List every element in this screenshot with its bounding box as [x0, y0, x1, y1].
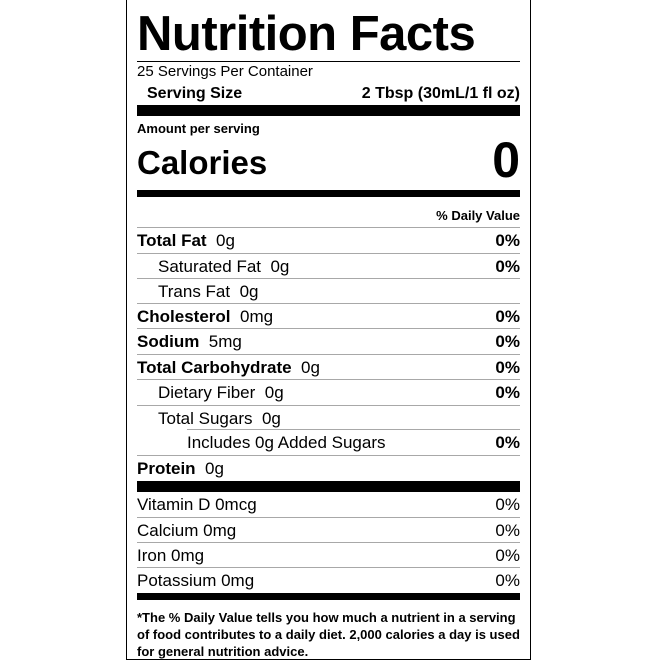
nutrient-dv: 0%	[495, 231, 520, 250]
nutrient-name: Total Carbohydrate	[137, 358, 292, 377]
nutrient-name: Total Sugars	[158, 409, 253, 428]
calories-row	[137, 133, 520, 187]
nutrient-amount: 0g	[264, 383, 284, 402]
servings-per-container: 25 Servings Per Container	[137, 63, 313, 80]
nutrient-name: Dietary Fiber	[158, 383, 256, 402]
nutrient-label	[137, 456, 224, 481]
vitamin-label: Calcium 0mg	[137, 521, 237, 540]
vitamin-row-potassium	[137, 567, 520, 593]
vitamin-dv: 0%	[495, 495, 520, 514]
label-content	[137, 0, 520, 659]
nutrient-amount: 0g	[216, 231, 235, 250]
serving-size-label: Serving Size	[147, 85, 243, 102]
nutrient-row-trans-fat	[137, 278, 520, 304]
nutrient-row-total-fat	[137, 227, 520, 253]
nutrient-label	[158, 254, 289, 279]
serving-size-row	[137, 84, 520, 104]
nutrient-name: Sodium	[137, 332, 200, 351]
footnote-divider	[137, 593, 520, 600]
thick-divider-top	[137, 105, 520, 116]
nutrient-dv: 0%	[495, 358, 520, 377]
label-title: Nutrition Facts	[137, 7, 476, 61]
nutrient-dv: 0%	[495, 307, 520, 326]
vitamin-label: Vitamin D 0mcg	[137, 495, 257, 514]
nutrient-label	[137, 329, 242, 354]
nutrient-name: Saturated Fat	[158, 257, 262, 276]
nutrient-amount: 5mg	[208, 332, 242, 351]
vitamin-dv: 0%	[495, 546, 520, 565]
serving-size-value: 2 Tbsp (30mL/1 fl oz)	[361, 85, 520, 102]
nutrient-row-saturated-fat	[137, 253, 520, 279]
vitamin-row-iron	[137, 542, 520, 568]
nutrient-row-total-carbohydrate	[137, 354, 520, 380]
medium-divider	[137, 190, 520, 197]
nutrient-label	[137, 355, 320, 380]
nutrient-name: Protein	[137, 459, 196, 478]
nutrient-label	[158, 380, 284, 405]
nutrient-amount: 0g	[239, 282, 259, 301]
daily-value-header: % Daily Value	[436, 208, 520, 223]
vitamin-dv: 0%	[495, 521, 520, 540]
nutrient-row-cholesterol	[137, 303, 520, 329]
calories-label: Calories	[137, 144, 268, 181]
vitamin-label: Potassium 0mg	[137, 571, 255, 590]
nutrient-row-added-sugars	[137, 430, 520, 455]
nutrition-facts-label	[126, 0, 531, 660]
nutrient-label	[158, 406, 281, 431]
nutrient-name: Cholesterol	[137, 307, 231, 326]
nutrient-amount: 0g	[301, 358, 320, 377]
nutrient-name: Trans Fat	[158, 282, 231, 301]
amount-per-serving: Amount per serving	[137, 121, 260, 136]
nutrient-amount: 0mg	[239, 307, 274, 326]
nutrient-name: Total Fat	[137, 231, 207, 250]
nutrient-amount: 0g	[261, 409, 281, 428]
vitamin-row-vitamin-d	[137, 492, 520, 517]
nutrient-row-protein	[137, 455, 520, 481]
title-divider	[137, 61, 520, 62]
calories-value: 0	[492, 132, 520, 188]
nutrient-label	[158, 279, 258, 304]
vitamin-label: Iron 0mg	[137, 546, 205, 565]
thick-divider-bottom	[137, 481, 520, 492]
nutrient-row-total-sugars	[137, 405, 520, 431]
nutrient-dv: 0%	[495, 332, 520, 351]
nutrient-dv: 0%	[495, 433, 520, 452]
nutrient-label	[137, 304, 273, 329]
daily-value-footnote: *The % Daily Value tells you how much a nutrient in a serving of food contributes to a daily diet. 2,000 calories a day is used for general nutrition advice.	[137, 610, 520, 659]
nutrient-amount: 0g	[205, 459, 224, 478]
nutrient-label	[137, 228, 235, 253]
nutrient-row-sodium	[137, 328, 520, 354]
nutrient-dv: 0%	[495, 257, 520, 276]
nutrient-label: Includes 0g Added Sugars	[187, 433, 386, 452]
nutrient-dv: 0%	[495, 383, 520, 402]
nutrient-row-dietary-fiber	[137, 379, 520, 405]
vitamin-dv: 0%	[495, 571, 520, 590]
nutrient-amount: 0g	[270, 257, 290, 276]
vitamin-row-calcium	[137, 517, 520, 543]
